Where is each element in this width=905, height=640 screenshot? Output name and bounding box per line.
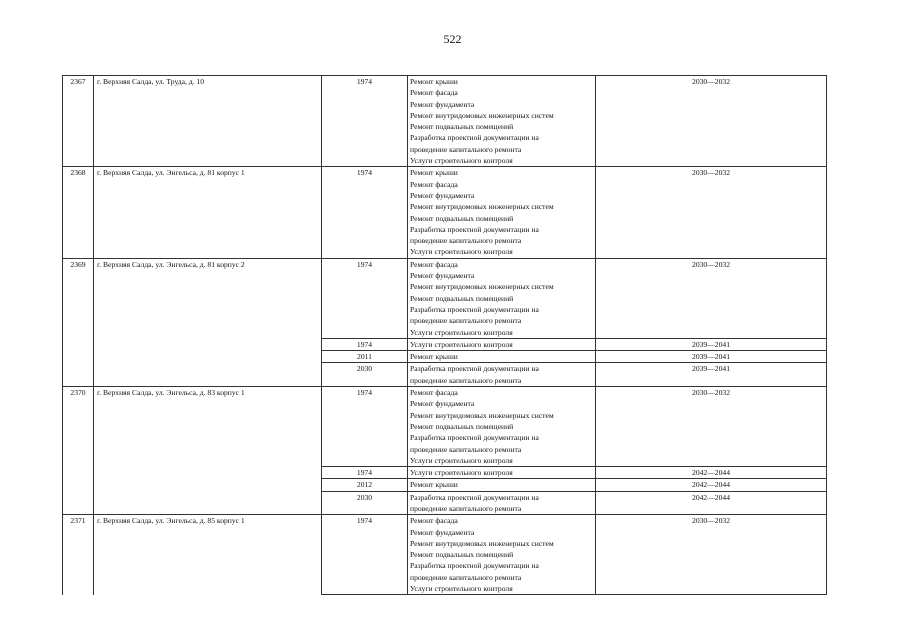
table-row xyxy=(63,515,827,595)
work-item: Разработка проектной документации на xyxy=(410,224,539,234)
work-item: проведение капитального ремонта xyxy=(410,236,522,246)
year-cell: 1974 xyxy=(322,338,408,350)
year-cell: 2011 xyxy=(322,351,408,363)
work-item: Ремонт фасада xyxy=(410,388,458,398)
period-cell: 2030—2032 xyxy=(596,76,827,167)
building-address: г. Верхняя Салда, ул. Энгельса, д. 81 корпус 2 xyxy=(94,258,322,386)
work-item: проведение капитального ремонта xyxy=(410,444,522,454)
year-cell: 2012 xyxy=(322,479,408,491)
row-number: 2371 xyxy=(63,515,94,595)
work-item: Разработка проектной документации на xyxy=(410,304,539,314)
work-item: Ремонт подвальных помещений xyxy=(410,122,514,132)
year-cell: 1974 xyxy=(322,387,408,467)
row-number: 2369 xyxy=(63,258,94,386)
period-cell: 2042—2044 xyxy=(596,479,827,491)
work-item: Услуги строительного контроля xyxy=(410,455,513,465)
works-cell xyxy=(408,491,596,515)
period-cell: 2039—2041 xyxy=(596,351,827,363)
period-cell: 2042—2044 xyxy=(596,467,827,479)
period-cell: 2030—2032 xyxy=(596,387,827,467)
work-item: Ремонт крыши xyxy=(410,77,458,86)
work-item: Ремонт подвальных помещений xyxy=(410,550,514,560)
work-item: проведение капитального ремонта xyxy=(410,144,522,154)
year-cell: 1974 xyxy=(322,467,408,479)
work-item: Ремонт крыши xyxy=(410,480,458,490)
period-cell: 2030—2032 xyxy=(596,258,827,338)
works-cell xyxy=(408,387,596,467)
page-number: 522 xyxy=(443,32,462,46)
year-cell: 2030 xyxy=(322,491,408,515)
period-cell: 2030—2032 xyxy=(596,167,827,258)
work-item: проведение капитального ремонта xyxy=(410,503,522,513)
work-item: Услуги строительного контроля xyxy=(410,468,513,478)
work-item: Ремонт фундамента xyxy=(410,99,475,109)
table-row xyxy=(63,387,827,467)
period-cell: 2039—2041 xyxy=(596,363,827,387)
work-item: Ремонт фундамента xyxy=(410,190,475,200)
work-item: Ремонт фасада xyxy=(410,259,458,269)
works-cell xyxy=(408,76,596,167)
work-item: Ремонт крыши xyxy=(410,352,458,362)
building-address: г. Верхняя Салда, ул. Труда, д. 10 xyxy=(94,76,322,167)
works-cell xyxy=(408,479,596,491)
work-item: Ремонт внутридомовых инженерных систем xyxy=(410,110,554,120)
work-item: Ремонт фундамента xyxy=(410,271,475,281)
work-item: Ремонт подвальных помещений xyxy=(410,421,514,431)
work-item: Ремонт внутридомовых инженерных систем xyxy=(410,538,554,548)
work-item: Услуги строительного контроля xyxy=(410,584,513,594)
works-cell xyxy=(408,167,596,258)
work-item: Ремонт внутридомовых инженерных систем xyxy=(410,202,554,212)
work-item: Услуги строительного контроля xyxy=(410,339,513,349)
works-cell xyxy=(408,467,596,479)
works-cell xyxy=(408,351,596,363)
work-item: Ремонт внутридомовых инженерных систем xyxy=(410,282,554,292)
row-number: 2368 xyxy=(63,167,94,258)
works-cell xyxy=(408,515,596,595)
year-cell: 1974 xyxy=(322,515,408,595)
period-cell: 2039—2041 xyxy=(596,338,827,350)
building-address: г. Верхняя Салда, ул. Энгельса, д. 83 корпус 1 xyxy=(94,387,322,515)
table-row xyxy=(63,167,827,258)
period-cell: 2042—2044 xyxy=(596,491,827,515)
works-cell xyxy=(408,258,596,338)
work-item: Ремонт внутридомовых инженерных систем xyxy=(410,410,554,420)
work-item: проведение капитального ремонта xyxy=(410,572,522,582)
work-item: Разработка проектной документации на xyxy=(410,492,539,502)
work-item: Ремонт подвальных помещений xyxy=(410,213,514,223)
work-item: Ремонт фундамента xyxy=(410,399,475,409)
work-item: проведение капитального ремонта xyxy=(410,316,522,326)
table-row xyxy=(63,258,827,338)
work-item: Услуги строительного контроля xyxy=(410,327,513,337)
work-item: Ремонт фасада xyxy=(410,88,458,98)
work-item: Разработка проектной документации на xyxy=(410,364,539,374)
year-cell: 1974 xyxy=(322,167,408,258)
work-item: проведение капитального ремонта xyxy=(410,375,522,385)
work-item: Ремонт фундамента xyxy=(410,527,475,537)
work-item: Ремонт фасада xyxy=(410,179,458,189)
repair-schedule-table xyxy=(62,75,827,595)
building-address: г. Верхняя Салда, ул. Энгельса, д. 81 корпус 1 xyxy=(94,167,322,258)
period-cell: 2030—2032 xyxy=(596,515,827,595)
row-number: 2367 xyxy=(63,76,94,167)
table-row xyxy=(63,76,827,167)
work-item: Разработка проектной документации на xyxy=(410,433,539,443)
work-item: Ремонт фасада xyxy=(410,516,458,526)
building-address: г. Верхняя Салда, ул. Энгельса, д. 85 корпус 1 xyxy=(94,515,322,595)
table-body xyxy=(63,76,827,595)
works-cell xyxy=(408,363,596,387)
work-item: Ремонт крыши xyxy=(410,168,458,178)
work-item: Услуги строительного контроля xyxy=(410,247,513,257)
year-cell: 1974 xyxy=(322,258,408,338)
work-item: Разработка проектной документации на xyxy=(410,133,539,143)
year-cell: 1974 xyxy=(322,76,408,167)
work-item: Услуги строительного контроля xyxy=(410,156,513,166)
row-number: 2370 xyxy=(63,387,94,515)
work-item: Разработка проектной документации на xyxy=(410,561,539,571)
works-cell xyxy=(408,338,596,350)
work-item: Ремонт подвальных помещений xyxy=(410,293,514,303)
year-cell: 2030 xyxy=(322,363,408,387)
